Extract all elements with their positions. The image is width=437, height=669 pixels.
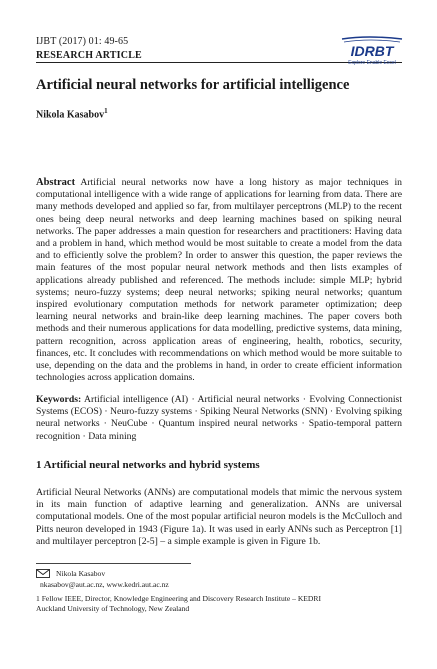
keywords-label: Keywords: [36,394,82,405]
contact-block [36,568,169,590]
abstract-text: Artificial neural networks now have a long history as major techniques in computational intelligence with a wide range of applications for learning from data. There are many methods developed and applied so far, from multilayer perceptrons (MLP) to the recent ones being deep neural networks and deep learning machines based on spiking neural networks. The paper addresses a main question for researchers and practitioners: Having data and a problem in hand, which method would be most suitable to create a model from the data and to efficiently solve the problem? In order to answer this question, the paper reviews the main features of the most popular neural network methods and then lists examples of applications already published and referenced. The methods include: simple MLP; hybrid systems; neuro-fuzzy systems; deep neural networks; spiking neural networks; quantum inspired evolutionary computation methods for network parameter optimization; deep learning neural networks and brain-like deep learning machines. The paper covers both methods and their numerous applications for data modelling, predictive systems, data mining, pattern recognition, across application areas of engineering, health, robotics, security, finances, etc. It concludes with recommendations on which method would be more suitable to use, depending on the data and the problems in hand, in order to create efficient information technologies across application domains. [36,177,402,384]
abstract-label: Abstract [36,177,76,188]
affiliation-mark: 1 [104,107,108,115]
affiliation-footnote [36,594,402,614]
abstract [36,177,402,384]
footnote-divider [36,563,191,564]
envelope-icon [36,569,50,578]
idrbt-logo [338,36,406,66]
contact-name: Nikola Kasabov [56,569,106,578]
logo-tagline: Explore Enable Excel [348,60,396,66]
contact-email-web: nkasabov@aut.ac.nz, www.kedri.aut.ac.nz [40,580,169,589]
footnote-line-2: Auckland University of Technology, New Zealand [36,604,190,613]
section-body: Artificial Neural Networks (ANNs) are computational models that mimic the nervous system in its main function of adaptive learning and generalization. ANNs are universal computational models. One of the most popular artificial neuron models is the McCulloch and Pitts neuron developed in 1943 (Figure 1a). It was used in early ANNs such as Perceptron [1] and multilayer perceptron [2-5] – a simple example is given in Figure 1b. [36,487,402,547]
section-heading: 1 Artificial neural networks and hybrid systems [36,459,260,471]
keywords [36,394,402,443]
article-type: RESEARCH ARTICLE [36,50,142,61]
author-name: Nikola Kasabov [36,109,105,121]
journal-reference: IJBT (2017) 01: 49-65 [36,36,129,47]
footnote-line-1: 1 Fellow IEEE, Director, Knowledge Engineering and Discovery Research Institute – KEDRI [36,594,322,603]
keywords-text: Artificial intelligence (AI) · Artificial neural networks · Evolving Connectionist Systems (ECOS) · Neuro-fuzzy systems · Spiking Neural Networks (SNN) · Evolving spiking neural networks · NeuCube · Quantum inspired neural networks · Spatio-temporal pattern recognition · Data mining [36,394,403,442]
logo-wordmark: IDRBT [350,43,394,59]
paper-title: Artificial neural networks for artificial intelligence [36,77,350,93]
author-line [36,107,108,120]
